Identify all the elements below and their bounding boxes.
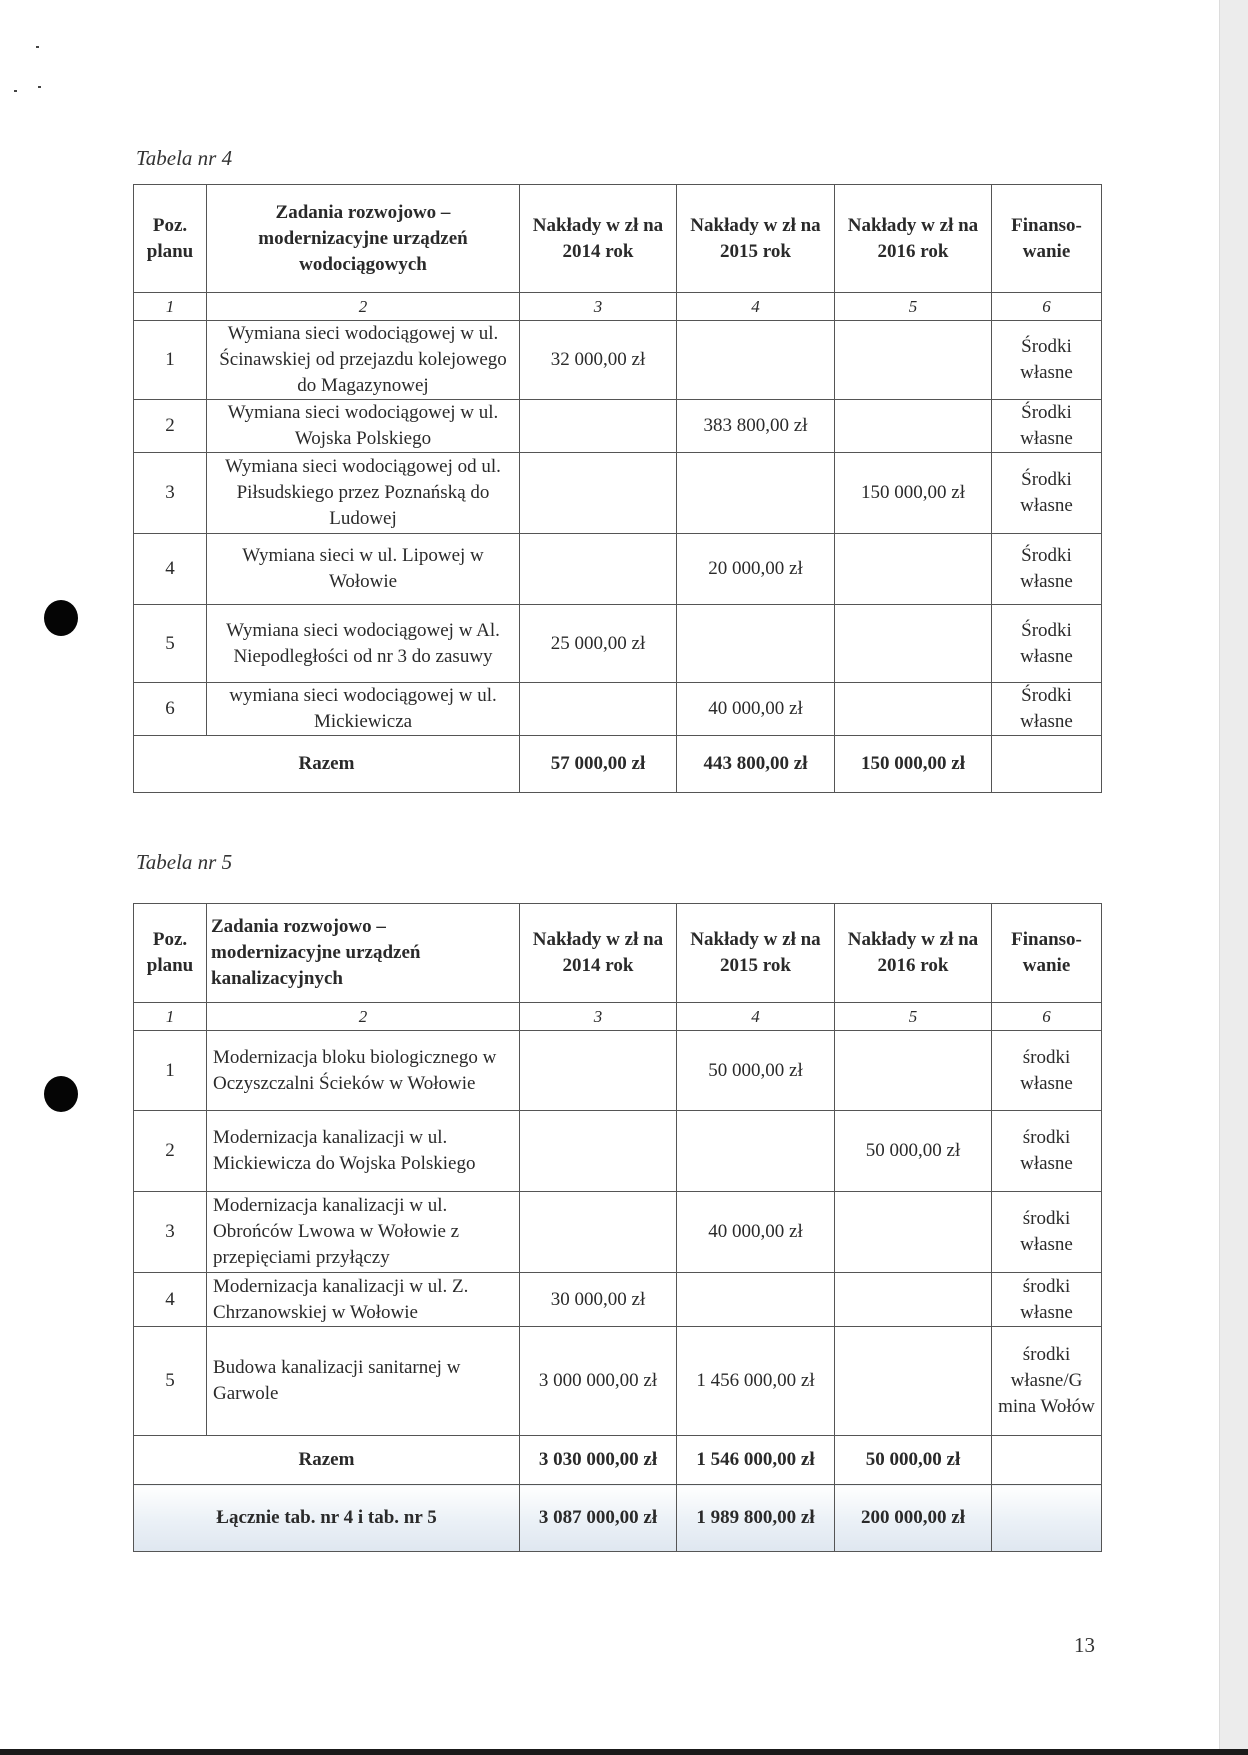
row-task: Wymiana sieci wodociągowej w Al. Niepodległości od nr 3 do zasuwy (207, 605, 520, 683)
row-2015: 40 000,00 zł (677, 1192, 835, 1273)
scan-speck (38, 86, 41, 88)
header-financing: Finanso- wanie (992, 185, 1102, 293)
row-financing: środki własne (992, 1031, 1102, 1111)
header-position: Poz. planu (134, 904, 207, 1003)
index-cell: 6 (992, 1003, 1102, 1031)
total-2015: 443 800,00 zł (677, 736, 835, 793)
index-cell: 1 (134, 293, 207, 321)
header-financing: Finanso- wanie (992, 904, 1102, 1003)
row-2016 (835, 1192, 992, 1273)
header-task: Zadania rozwojowo – modernizacyjne urządzeń wodociągowych (207, 185, 520, 293)
table5-header-row (134, 904, 1102, 1003)
row-number: 1 (134, 1031, 207, 1111)
row-2015: 40 000,00 zł (677, 683, 835, 736)
row-task: Wymiana sieci wodociągowej w ul. Wojska Polskiego (207, 400, 520, 453)
row-2016: 150 000,00 zł (835, 453, 992, 534)
row-2015: 383 800,00 zł (677, 400, 835, 453)
row-2016 (835, 1031, 992, 1111)
row-2016 (835, 321, 992, 400)
row-task: Modernizacja kanalizacji w ul. Obrońców Lwowa w Wołowie z przepięciami przyłączy (207, 1192, 520, 1273)
row-2014 (520, 1192, 677, 1273)
row-2014 (520, 534, 677, 605)
row-task: wymiana sieci wodociągowej w ul. Mickiewicza (207, 683, 520, 736)
row-2016 (835, 605, 992, 683)
row-2014: 32 000,00 zł (520, 321, 677, 400)
total-2015: 1 546 000,00 zł (677, 1436, 835, 1485)
table4-index-row (134, 293, 1102, 321)
row-2015 (677, 321, 835, 400)
table4-header-row (134, 185, 1102, 293)
index-cell: 3 (520, 1003, 677, 1031)
total-label: Razem (134, 1436, 520, 1485)
scan-bottom-edge (0, 1749, 1248, 1755)
header-2015: Nakłady w zł na 2015 rok (677, 185, 835, 293)
table-row (134, 1327, 1102, 1436)
row-2015 (677, 605, 835, 683)
row-task: Budowa kanalizacji sanitarnej w Garwole (207, 1327, 520, 1436)
row-number: 2 (134, 1111, 207, 1192)
row-2016 (835, 683, 992, 736)
row-financing: Środki własne (992, 605, 1102, 683)
grand-total-2014: 3 087 000,00 zł (520, 1485, 677, 1552)
index-cell: 6 (992, 293, 1102, 321)
row-2015 (677, 1111, 835, 1192)
index-cell: 2 (207, 1003, 520, 1031)
total-2016: 150 000,00 zł (835, 736, 992, 793)
scan-speck (14, 90, 17, 92)
index-cell: 5 (835, 293, 992, 321)
table5 (133, 903, 1102, 1552)
table5-index-row (134, 1003, 1102, 1031)
header-task: Zadania rozwojowo – modernizacyjne urządzeń kanalizacyjnych (207, 904, 520, 1003)
grand-total-label: Łącznie tab. nr 4 i tab. nr 5 (134, 1485, 520, 1552)
header-2016: Nakłady w zł na 2016 rok (835, 904, 992, 1003)
table5-total-row (134, 1436, 1102, 1485)
table-row (134, 1031, 1102, 1111)
row-2016 (835, 400, 992, 453)
row-2015: 1 456 000,00 zł (677, 1327, 835, 1436)
row-2014 (520, 1111, 677, 1192)
table-row (134, 400, 1102, 453)
scan-speck (36, 46, 39, 48)
row-2014: 30 000,00 zł (520, 1273, 677, 1327)
header-2014: Nakłady w zł na 2014 rok (520, 185, 677, 293)
row-2014 (520, 683, 677, 736)
row-2016 (835, 1273, 992, 1327)
row-number: 3 (134, 453, 207, 534)
table4-caption: Tabela nr 4 (136, 146, 233, 170)
row-2016: 50 000,00 zł (835, 1111, 992, 1192)
row-number: 3 (134, 1192, 207, 1273)
row-number: 1 (134, 321, 207, 400)
row-task: Wymiana sieci wodociągowej w ul. Ścinawskiej od przejazdu kolejowego do Magazynowej (207, 321, 520, 400)
table5-caption: Tabela nr 5 (136, 850, 233, 874)
row-task: Modernizacja kanalizacji w ul. Z. Chrzanowskiej w Wołowie (207, 1273, 520, 1327)
index-cell: 4 (677, 1003, 835, 1031)
row-financing: Środki własne (992, 453, 1102, 534)
header-2014: Nakłady w zł na 2014 rok (520, 904, 677, 1003)
table4-total-row (134, 736, 1102, 793)
table-row (134, 605, 1102, 683)
row-number: 4 (134, 534, 207, 605)
total-2016: 50 000,00 zł (835, 1436, 992, 1485)
row-2014: 25 000,00 zł (520, 605, 677, 683)
page-number: 13 (1074, 1633, 1095, 1657)
header-2016: Nakłady w zł na 2016 rok (835, 185, 992, 293)
row-2014 (520, 400, 677, 453)
row-number: 5 (134, 1327, 207, 1436)
total-financing (992, 736, 1102, 793)
table-row (134, 683, 1102, 736)
row-2014 (520, 453, 677, 534)
scan-page-edge (1219, 0, 1248, 1755)
row-2014: 3 000 000,00 zł (520, 1327, 677, 1436)
index-cell: 1 (134, 1003, 207, 1031)
table-row (134, 534, 1102, 605)
row-number: 2 (134, 400, 207, 453)
index-cell: 5 (835, 1003, 992, 1031)
row-task: Wymiana sieci wodociągowej od ul. Piłsudskiego przez Poznańską do Ludowej (207, 453, 520, 534)
table-row (134, 1273, 1102, 1327)
row-2015 (677, 453, 835, 534)
row-task: Modernizacja bloku biologicznego w Oczyszczalni Ścieków w Wołowie (207, 1031, 520, 1111)
row-financing: Środki własne (992, 683, 1102, 736)
table-row (134, 453, 1102, 534)
header-position: Poz. planu (134, 185, 207, 293)
row-financing: środki własne (992, 1111, 1102, 1192)
grand-total-2015: 1 989 800,00 zł (677, 1485, 835, 1552)
table4 (133, 184, 1102, 793)
row-number: 6 (134, 683, 207, 736)
header-2015: Nakłady w zł na 2015 rok (677, 904, 835, 1003)
row-number: 4 (134, 1273, 207, 1327)
total-2014: 57 000,00 zł (520, 736, 677, 793)
row-2015: 20 000,00 zł (677, 534, 835, 605)
table-row (134, 1111, 1102, 1192)
grand-total-row (134, 1485, 1102, 1552)
row-task: Wymiana sieci w ul. Lipowej w Wołowie (207, 534, 520, 605)
row-financing: Środki własne (992, 321, 1102, 400)
total-2014: 3 030 000,00 zł (520, 1436, 677, 1485)
punch-hole (44, 1076, 78, 1112)
row-2016 (835, 1327, 992, 1436)
index-cell: 2 (207, 293, 520, 321)
table-row (134, 321, 1102, 400)
row-2015 (677, 1273, 835, 1327)
row-2016 (835, 534, 992, 605)
row-2015: 50 000,00 zł (677, 1031, 835, 1111)
grand-total-financing (992, 1485, 1102, 1552)
index-cell: 4 (677, 293, 835, 321)
grand-total-2016: 200 000,00 zł (835, 1485, 992, 1552)
total-financing (992, 1436, 1102, 1485)
row-2014 (520, 1031, 677, 1111)
row-financing: środki własne/G mina Wołów (992, 1327, 1102, 1436)
row-financing: Środki własne (992, 400, 1102, 453)
row-task: Modernizacja kanalizacji w ul. Mickiewicza do Wojska Polskiego (207, 1111, 520, 1192)
index-cell: 3 (520, 293, 677, 321)
total-label: Razem (134, 736, 520, 793)
table-row (134, 1192, 1102, 1273)
row-financing: Środki własne (992, 534, 1102, 605)
punch-hole (44, 600, 78, 636)
row-number: 5 (134, 605, 207, 683)
row-financing: środki własne (992, 1192, 1102, 1273)
row-financing: środki własne (992, 1273, 1102, 1327)
